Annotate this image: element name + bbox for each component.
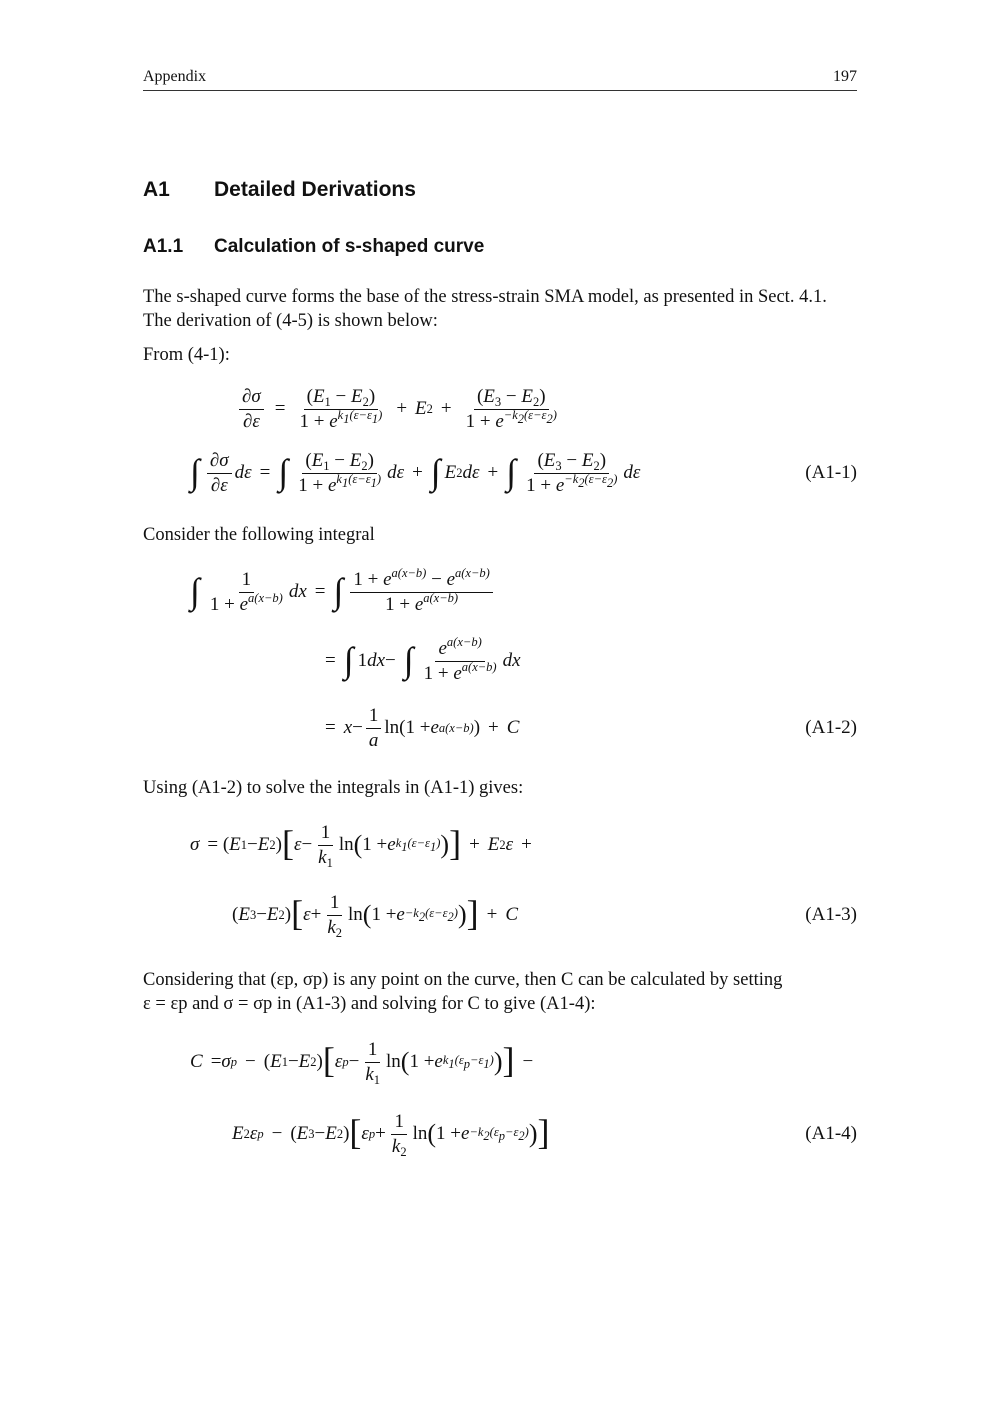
equation-a1-4-line2: E 2 ε p − ( E 3 − E 2 ) [ ε p + $\frac{1}{k_2}$ ln ( 1 + e $-k_2(\varepsilon_p-\varepsilon_2)$ ) ] (232, 1110, 550, 1159)
subsection-heading (143, 236, 743, 264)
paragraph-consider: Consider the following integral (143, 525, 375, 545)
section-title: Detailed Derivations (214, 178, 416, 201)
equation-a1-1: ∫ $\frac{\partial\sigma}{\partial\varepsilon}$ dε = ∫ $\frac{(E_1 - E_2)}{1 + e^{k_1(\varepsilon-\varepsilon_1)}}$ dε + ∫ E 2 dε + ∫ $\frac{(E_3 - E_2)}{1 + e^{-k_2(\varepsilon-\varepsilon_2)}}$ dε (190, 449, 641, 496)
paragraph-considering (143, 968, 859, 1016)
paragraph-line: The derivation of (4-5) is shown below: (143, 311, 438, 331)
equation-a1-2-line1: ∫ $\frac{1}{1 + e^{a(x-b)}}$ dx = ∫ $\frac{1 + e^{a(x-b)} - e^{a(x-b)}}{1 + e^{a(x-b)}}$ (190, 563, 496, 621)
paragraph-from: From (4-1): (143, 345, 230, 365)
section-number: A1 (143, 178, 170, 201)
equation-a1-3-line1: σ = ( E 1 − E 2 ) [ ε − $\frac{1}{k_1}$ ln ( 1 + e $k_1(\varepsilon-\varepsilon_1)$ ) ] + E 2 ε + (190, 821, 532, 870)
equation-label-a1-1: (A1-1) (805, 462, 857, 483)
subsection-number: A1.1 (143, 236, 184, 257)
paragraph-using: Using (A1-2) to solve the integrals in (A1-1) gives: (143, 778, 524, 798)
equation-label-a1-4: (A1-4) (805, 1123, 857, 1144)
paragraph-line: Considering that (εp, σp) is any point on the curve, then C can be calculated by setting (143, 970, 783, 990)
equation-a1-2-line3: = x − $\frac{1}{a}$ ln(1 + e a(x−b) ) + C (325, 704, 520, 751)
paragraph-line: ε = εp and σ = σp in (A1-3) and solving for C to give (A1-4): (143, 994, 596, 1014)
paragraph-line: The s-shaped curve forms the base of the stress-strain SMA model, as presented in Sect. 4.1. (143, 287, 827, 307)
running-header-title: Appendix (143, 68, 207, 85)
subsection-title: Calculation of s-shaped curve (214, 236, 485, 257)
equation-a1-4-line1: C = σ p − ( E 1 − E 2 ) [ ε p − $\frac{1}{k_1}$ ln ( 1 + e $k_1(\varepsilon_p-\varepsilon_1)$ ) ] − (190, 1038, 534, 1087)
equation-derivative: $\frac{\partial\sigma}{\partial\varepsilon}$ = $\frac{(E_1 - E_2)}{1 + e^{k_1(\varepsilon-\varepsilon_1)}}$ + E 2 + $\frac{(E_3 - E_2)}{1 + e^{-k_2(\varepsilon-\varepsilon_2)}}$ (236, 380, 563, 438)
running-header (143, 66, 857, 91)
page-number: 197 (833, 68, 857, 85)
equation-label-a1-3: (A1-3) (805, 904, 857, 925)
equation-label-a1-2: (A1-2) (805, 717, 857, 738)
equation-a1-2-line2: = ∫ 1 dx − ∫ $\frac{e^{a(x-b)}}{1 + e^{a(x-b)}}$ dx (325, 634, 521, 684)
paragraph-intro (143, 285, 859, 333)
section-heading (143, 178, 743, 208)
equation-a1-3-line2: ( E 3 − E 2 ) [ ε + $\frac{1}{k_2}$ ln ( 1 + e $-k_2(\varepsilon-\varepsilon_2)$ ) ] + C (232, 891, 519, 940)
